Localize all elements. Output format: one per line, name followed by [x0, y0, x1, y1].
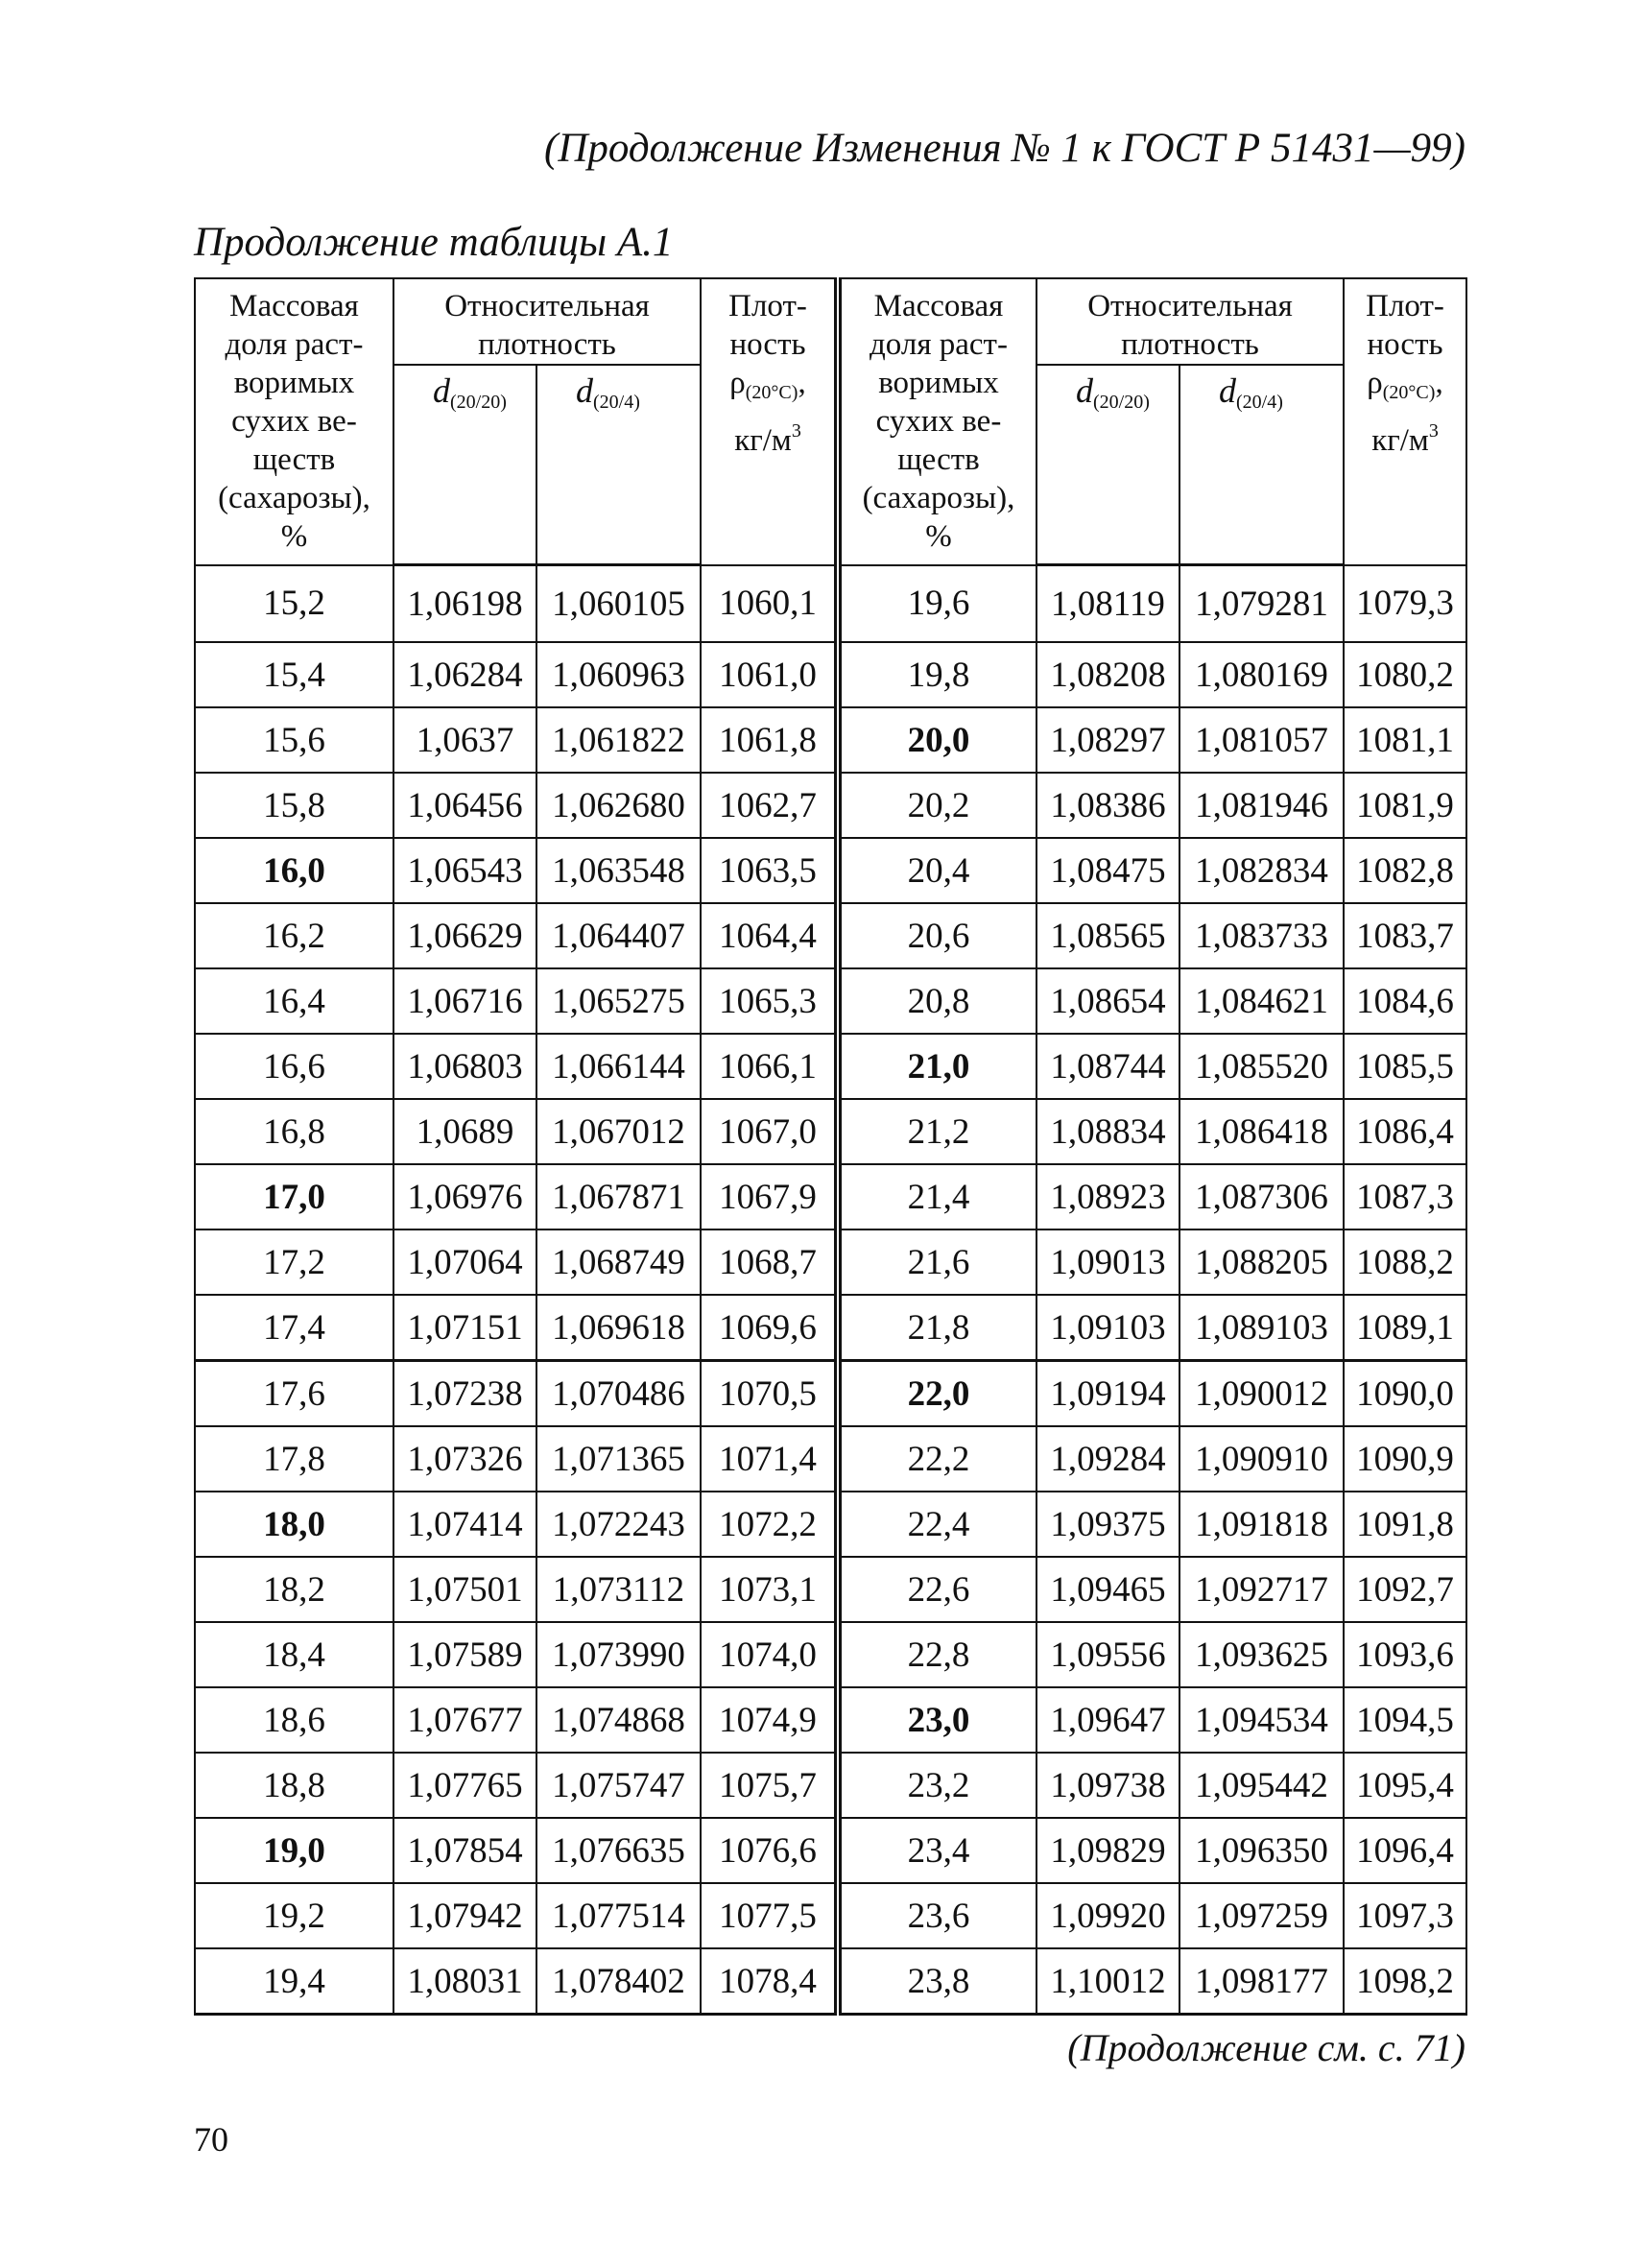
cell-left-d-20-20: 1,07854: [393, 1818, 536, 1883]
cell-right-mass-fraction: 23,4: [838, 1818, 1036, 1883]
cell-right-mass-fraction: 23,8: [838, 1948, 1036, 2015]
cell-right-d-20-20: 1,08297: [1036, 707, 1179, 773]
cell-right-mass-fraction: 20,2: [838, 773, 1036, 838]
cell-right-d-20-20: 1,08565: [1036, 903, 1179, 968]
cell-right-density: 1096,4: [1344, 1818, 1466, 1883]
table-row: [195, 1099, 1466, 1164]
cell-right-mass-fraction: 20,4: [838, 838, 1036, 903]
cell-right-d-20-20: 1,08654: [1036, 968, 1179, 1034]
cell-right-density: 1084,6: [1344, 968, 1466, 1034]
cell-left-density: 1060,1: [701, 565, 838, 643]
cell-right-d-20-4: 1,079281: [1179, 565, 1344, 643]
cell-right-density: 1081,9: [1344, 773, 1466, 838]
cell-left-d-20-20: 1,0637: [393, 707, 536, 773]
cell-left-d-20-20: 1,07589: [393, 1622, 536, 1687]
cell-right-mass-fraction: 23,0: [838, 1687, 1036, 1753]
cell-right-d-20-20: 1,09647: [1036, 1687, 1179, 1753]
cell-left-density: 1064,4: [701, 903, 838, 968]
table-row: [195, 1164, 1466, 1229]
cell-left-mass-fraction: 19,4: [195, 1948, 393, 2015]
cell-left-d-20-4: 1,072243: [536, 1492, 701, 1557]
cell-right-d-20-4: 1,090012: [1179, 1361, 1344, 1427]
cell-left-density: 1066,1: [701, 1034, 838, 1099]
cell-right-mass-fraction: 22,6: [838, 1557, 1036, 1622]
cell-right-d-20-4: 1,081946: [1179, 773, 1344, 838]
cell-right-d-20-20: 1,09556: [1036, 1622, 1179, 1687]
cell-right-density: 1087,3: [1344, 1164, 1466, 1229]
cell-left-d-20-4: 1,064407: [536, 903, 701, 968]
cell-left-mass-fraction: 18,6: [195, 1687, 393, 1753]
table-row: [195, 1883, 1466, 1948]
table-row: [195, 968, 1466, 1034]
cell-left-mass-fraction: 17,6: [195, 1361, 393, 1427]
cell-left-d-20-4: 1,078402: [536, 1948, 701, 2015]
header-density: Плот- ность ρ(20°С), $кг/м^3$: [701, 278, 838, 565]
cell-left-d-20-4: 1,069618: [536, 1295, 701, 1361]
cell-left-mass-fraction: 16,2: [195, 903, 393, 968]
cell-left-density: 1074,9: [701, 1687, 838, 1753]
table-row: [195, 1034, 1466, 1099]
cell-left-mass-fraction: 17,4: [195, 1295, 393, 1361]
cell-right-d-20-20: 1,09465: [1036, 1557, 1179, 1622]
cell-left-density: 1067,0: [701, 1099, 838, 1164]
density-table: [194, 277, 1467, 2016]
cell-right-d-20-4: 1,083733: [1179, 903, 1344, 968]
table-row: [195, 1426, 1466, 1492]
cell-left-d-20-4: 1,065275: [536, 968, 701, 1034]
cell-left-d-20-20: 1,06543: [393, 838, 536, 903]
cell-left-d-20-4: 1,067871: [536, 1164, 701, 1229]
cell-left-d-20-20: 1,07064: [393, 1229, 536, 1295]
cell-left-d-20-4: 1,063548: [536, 838, 701, 903]
table-row: [195, 773, 1466, 838]
cell-left-density: 1071,4: [701, 1426, 838, 1492]
cell-right-d-20-20: 1,09920: [1036, 1883, 1179, 1948]
header-mass-fraction-right: Массовая доля раст- воримых сухих ве- ществ (сахарозы), %: [838, 278, 1036, 565]
cell-left-d-20-20: 1,08031: [393, 1948, 536, 2015]
cell-right-d-20-4: 1,096350: [1179, 1818, 1344, 1883]
cell-right-d-20-20: 1,09194: [1036, 1361, 1179, 1427]
table-row: [195, 1622, 1466, 1687]
cell-left-density: 1062,7: [701, 773, 838, 838]
cell-right-d-20-4: 1,084621: [1179, 968, 1344, 1034]
cell-left-d-20-4: 1,076635: [536, 1818, 701, 1883]
cell-left-mass-fraction: 18,4: [195, 1622, 393, 1687]
cell-left-d-20-20: 1,07677: [393, 1687, 536, 1753]
cell-right-density: 1098,2: [1344, 1948, 1466, 2015]
table-row: [195, 903, 1466, 968]
cell-left-d-20-4: 1,075747: [536, 1753, 701, 1818]
cell-right-d-20-4: 1,085520: [1179, 1034, 1344, 1099]
cell-left-density: 1072,2: [701, 1492, 838, 1557]
cell-left-density: 1076,6: [701, 1818, 838, 1883]
cell-left-mass-fraction: 16,8: [195, 1099, 393, 1164]
cell-right-d-20-20: 1,09284: [1036, 1426, 1179, 1492]
cell-left-d-20-4: 1,067012: [536, 1099, 701, 1164]
cell-left-density: 1068,7: [701, 1229, 838, 1295]
cell-right-density: 1090,9: [1344, 1426, 1466, 1492]
cell-right-mass-fraction: 21,8: [838, 1295, 1036, 1361]
cell-right-d-20-20: 1,08475: [1036, 838, 1179, 903]
table-row: [195, 1557, 1466, 1622]
cell-left-d-20-20: 1,06716: [393, 968, 536, 1034]
cell-left-mass-fraction: 17,8: [195, 1426, 393, 1492]
cell-left-density: 1074,0: [701, 1622, 838, 1687]
cell-right-d-20-20: 1,08744: [1036, 1034, 1179, 1099]
cell-left-d-20-4: 1,071365: [536, 1426, 701, 1492]
cell-right-density: 1086,4: [1344, 1099, 1466, 1164]
cell-left-d-20-20: 1,07765: [393, 1753, 536, 1818]
cell-right-d-20-4: 1,088205: [1179, 1229, 1344, 1295]
cell-left-density: 1061,0: [701, 642, 838, 707]
cell-left-d-20-4: 1,060105: [536, 565, 701, 643]
table-caption: Продолжение таблицы А.1: [194, 220, 674, 265]
cell-right-d-20-20: 1,08208: [1036, 642, 1179, 707]
cell-left-d-20-4: 1,070486: [536, 1361, 701, 1427]
cell-right-d-20-20: 1,09738: [1036, 1753, 1179, 1818]
cell-left-d-20-4: 1,073990: [536, 1622, 701, 1687]
cell-right-mass-fraction: 20,6: [838, 903, 1036, 968]
cell-left-density: 1070,5: [701, 1361, 838, 1427]
cell-right-d-20-20: 1,09013: [1036, 1229, 1179, 1295]
cell-left-mass-fraction: 15,6: [195, 707, 393, 773]
cell-left-d-20-20: 1,06629: [393, 903, 536, 968]
cell-right-d-20-4: 1,098177: [1179, 1948, 1344, 2015]
cell-right-d-20-4: 1,097259: [1179, 1883, 1344, 1948]
table-row: [195, 1492, 1466, 1557]
cell-right-mass-fraction: 22,2: [838, 1426, 1036, 1492]
header-note: (Продолжение Изменения № 1 к ГОСТ Р 51431—99): [544, 126, 1465, 171]
cell-left-density: 1077,5: [701, 1883, 838, 1948]
cell-left-d-20-20: 1,07238: [393, 1361, 536, 1427]
cell-right-d-20-4: 1,081057: [1179, 707, 1344, 773]
cell-left-d-20-20: 1,06976: [393, 1164, 536, 1229]
cell-left-density: 1065,3: [701, 968, 838, 1034]
cell-left-mass-fraction: 17,2: [195, 1229, 393, 1295]
cell-left-mass-fraction: 16,4: [195, 968, 393, 1034]
cell-right-mass-fraction: 21,4: [838, 1164, 1036, 1229]
cell-right-density: 1095,4: [1344, 1753, 1466, 1818]
cell-right-mass-fraction: 19,6: [838, 565, 1036, 643]
table-row: [195, 1295, 1466, 1361]
header-relative-density-right: Относительная плотность: [1036, 278, 1344, 365]
cell-left-mass-fraction: 18,2: [195, 1557, 393, 1622]
cell-right-d-20-4: 1,087306: [1179, 1164, 1344, 1229]
cell-left-mass-fraction: 15,2: [195, 565, 393, 643]
cell-left-density: 1063,5: [701, 838, 838, 903]
cell-right-density: 1092,7: [1344, 1557, 1466, 1622]
cell-right-mass-fraction: 19,8: [838, 642, 1036, 707]
table-row: [195, 1753, 1466, 1818]
cell-right-density: 1093,6: [1344, 1622, 1466, 1687]
cell-right-d-20-20: 1,09829: [1036, 1818, 1179, 1883]
cell-right-d-20-4: 1,092717: [1179, 1557, 1344, 1622]
table-row: [195, 642, 1466, 707]
cell-left-d-20-4: 1,060963: [536, 642, 701, 707]
table-row: [195, 838, 1466, 903]
cell-left-d-20-20: 1,06284: [393, 642, 536, 707]
cell-right-density: 1090,0: [1344, 1361, 1466, 1427]
cell-right-d-20-4: 1,080169: [1179, 642, 1344, 707]
cell-left-d-20-4: 1,062680: [536, 773, 701, 838]
cell-left-mass-fraction: 17,0: [195, 1164, 393, 1229]
header-mass-fraction: Массовая доля раст- воримых сухих ве- ществ (сахарозы), %: [195, 278, 393, 565]
cell-right-d-20-4: 1,086418: [1179, 1099, 1344, 1164]
cell-left-mass-fraction: 16,6: [195, 1034, 393, 1099]
cell-left-d-20-4: 1,077514: [536, 1883, 701, 1948]
table-row: [195, 1687, 1466, 1753]
cell-left-d-20-20: 1,06803: [393, 1034, 536, 1099]
cell-right-density: 1097,3: [1344, 1883, 1466, 1948]
cell-right-mass-fraction: 23,6: [838, 1883, 1036, 1948]
cell-left-mass-fraction: 18,0: [195, 1492, 393, 1557]
cell-right-d-20-20: 1,09375: [1036, 1492, 1179, 1557]
header-relative-density: Относительная плотность: [393, 278, 701, 365]
cell-right-d-20-4: 1,089103: [1179, 1295, 1344, 1361]
cell-right-d-20-20: 1,08119: [1036, 565, 1179, 643]
cell-left-d-20-20: 1,07151: [393, 1295, 536, 1361]
cell-left-d-20-20: 1,06198: [393, 565, 536, 643]
cell-left-d-20-20: 1,07326: [393, 1426, 536, 1492]
table-row: [195, 1229, 1466, 1295]
cell-left-d-20-20: 1,06456: [393, 773, 536, 838]
cell-right-mass-fraction: 22,0: [838, 1361, 1036, 1427]
cell-right-density: 1080,2: [1344, 642, 1466, 707]
cell-right-d-20-4: 1,091818: [1179, 1492, 1344, 1557]
cell-left-mass-fraction: 18,8: [195, 1753, 393, 1818]
cell-right-mass-fraction: 23,2: [838, 1753, 1036, 1818]
cell-left-d-20-20: 1,07501: [393, 1557, 536, 1622]
cell-left-density: 1067,9: [701, 1164, 838, 1229]
cell-right-d-20-4: 1,094534: [1179, 1687, 1344, 1753]
cell-left-d-20-4: 1,074868: [536, 1687, 701, 1753]
header-density-right: Плот- ность ρ(20°С), $кг/м^3$: [1344, 278, 1466, 565]
footer-note: (Продолжение см. с. 71): [1067, 2026, 1465, 2069]
cell-right-d-20-20: 1,10012: [1036, 1948, 1179, 2015]
cell-left-mass-fraction: 16,0: [195, 838, 393, 903]
cell-left-d-20-20: 1,07942: [393, 1883, 536, 1948]
cell-right-d-20-20: 1,09103: [1036, 1295, 1179, 1361]
table-row: [195, 707, 1466, 773]
cell-right-mass-fraction: 22,4: [838, 1492, 1036, 1557]
cell-right-density: 1094,5: [1344, 1687, 1466, 1753]
cell-right-density: 1082,8: [1344, 838, 1466, 903]
cell-right-d-20-4: 1,095442: [1179, 1753, 1344, 1818]
cell-right-d-20-20: 1,08386: [1036, 773, 1179, 838]
cell-left-mass-fraction: 15,4: [195, 642, 393, 707]
table-row: [195, 1361, 1466, 1427]
cell-left-density: 1061,8: [701, 707, 838, 773]
cell-right-mass-fraction: 21,6: [838, 1229, 1036, 1295]
cell-right-density: 1081,1: [1344, 707, 1466, 773]
cell-left-density: 1073,1: [701, 1557, 838, 1622]
cell-right-mass-fraction: 20,8: [838, 968, 1036, 1034]
cell-right-density: 1083,7: [1344, 903, 1466, 968]
table-row: [195, 565, 1466, 643]
cell-right-mass-fraction: 20,0: [838, 707, 1036, 773]
cell-right-mass-fraction: 21,2: [838, 1099, 1036, 1164]
cell-left-d-20-4: 1,073112: [536, 1557, 701, 1622]
page-number: 70: [194, 2120, 228, 2159]
cell-right-density: 1079,3: [1344, 565, 1466, 643]
cell-right-d-20-20: 1,08923: [1036, 1164, 1179, 1229]
table-body: [195, 565, 1466, 2015]
cell-left-mass-fraction: 15,8: [195, 773, 393, 838]
header-d-20-4-right: d(20/4): [1179, 365, 1344, 565]
cell-right-density: 1091,8: [1344, 1492, 1466, 1557]
cell-left-d-20-4: 1,061822: [536, 707, 701, 773]
cell-right-density: 1089,1: [1344, 1295, 1466, 1361]
cell-left-d-20-4: 1,068749: [536, 1229, 701, 1295]
header-d-20-20-right: d(20/20): [1036, 365, 1179, 565]
cell-left-d-20-4: 1,066144: [536, 1034, 701, 1099]
cell-right-mass-fraction: 22,8: [838, 1622, 1036, 1687]
table-row: [195, 1818, 1466, 1883]
cell-right-d-20-4: 1,093625: [1179, 1622, 1344, 1687]
cell-right-d-20-20: 1,08834: [1036, 1099, 1179, 1164]
cell-right-d-20-4: 1,090910: [1179, 1426, 1344, 1492]
header-d-20-20: d(20/20): [393, 365, 536, 565]
table-row: [195, 1948, 1466, 2015]
cell-right-d-20-4: 1,082834: [1179, 838, 1344, 903]
header-d-20-4: d(20/4): [536, 365, 701, 565]
cell-left-mass-fraction: 19,2: [195, 1883, 393, 1948]
cell-left-d-20-20: 1,07414: [393, 1492, 536, 1557]
cell-right-density: 1088,2: [1344, 1229, 1466, 1295]
cell-right-density: 1085,5: [1344, 1034, 1466, 1099]
cell-right-mass-fraction: 21,0: [838, 1034, 1036, 1099]
cell-left-density: 1075,7: [701, 1753, 838, 1818]
cell-left-mass-fraction: 19,0: [195, 1818, 393, 1883]
cell-left-density: 1078,4: [701, 1948, 838, 2015]
cell-left-d-20-20: 1,0689: [393, 1099, 536, 1164]
cell-left-density: 1069,6: [701, 1295, 838, 1361]
